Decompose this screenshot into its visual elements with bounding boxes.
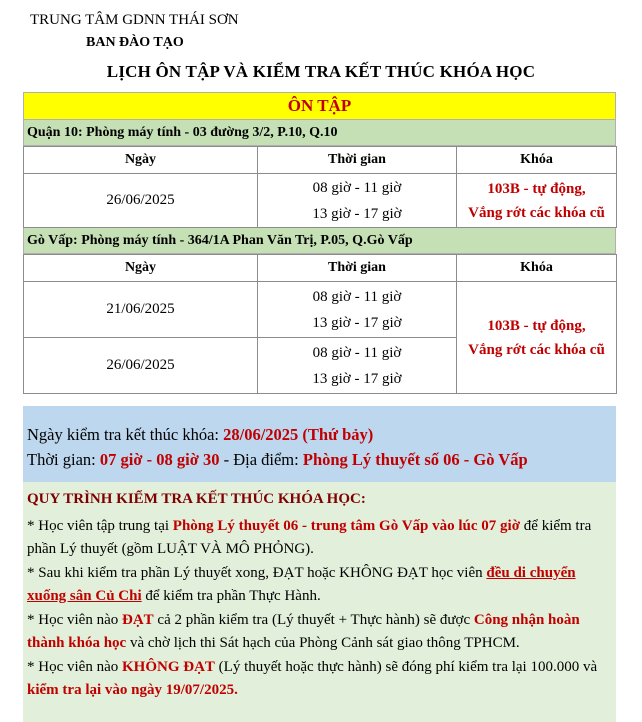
step-highlight: đều di chuyển xuống sân Củ Chi [27, 564, 576, 604]
exam-time-line [27, 447, 616, 472]
step-text: và chờ lịch thi Sát hạch của Phòng Cảnh sát giao thông TPHCM. [126, 635, 520, 651]
organization-name: TRUNG TÂM GDNN THÁI SƠN [30, 12, 239, 28]
step-text: * Học viên nào [27, 611, 122, 628]
time-afternoon: 13 giờ - 17 giờ [312, 314, 402, 331]
table-header-row [24, 255, 617, 282]
exam-time-label: Thời gian: [27, 450, 100, 469]
procedure-step-3 [27, 609, 610, 656]
date-cell: 26/06/2025 [24, 338, 258, 394]
exam-date-label: Ngày kiểm tra kết thúc khóa: [27, 425, 224, 444]
step-text: để kiểm tra phần Lý thuyết (gồm LUẬT VÀ MÔ PHỎNG). [27, 517, 592, 557]
step-text: * Học viên nào [27, 658, 122, 675]
schedule-table-district-10 [23, 146, 617, 228]
step-text: (Lý thuyết hoặc thực hành) sẽ đóng phí kiểm tra lại 100.000 và [214, 658, 598, 675]
time-afternoon: 13 giờ - 17 giờ [312, 205, 402, 222]
procedure-section [23, 482, 616, 722]
time-morning: 08 giờ - 11 giờ [312, 344, 402, 361]
date-cell: 21/06/2025 [24, 282, 258, 338]
review-schedule [23, 92, 616, 394]
procedure-step-2 [27, 562, 610, 609]
course-cell [457, 174, 617, 228]
procedure-step-4 [27, 656, 610, 703]
exam-place-label: - Địa điểm: [219, 450, 303, 469]
col-header-date: Ngày [24, 147, 258, 174]
date-cell: 26/06/2025 [24, 174, 258, 228]
location-go-vap: Gò Vấp: Phòng máy tính - 364/1A Phan Văn Trị, P.05, Q.Gò Vấp [23, 228, 616, 254]
col-header-date: Ngày [24, 255, 258, 282]
table-row [24, 174, 617, 228]
exam-date-line [27, 422, 616, 447]
course-line: Vắng rớt các khóa cũ [468, 341, 605, 358]
step-highlight: ĐẠT [121, 611, 154, 628]
step-highlight: KHÔNG ĐẠT [121, 658, 215, 675]
page-title: LỊCH ÔN TẬP VÀ KIỂM TRA KẾT THÚC KHÓA HỌC [106, 62, 536, 81]
exam-time-value: 07 giờ - 08 giờ 30 [99, 450, 220, 469]
step-text: * Sau khi kiểm tra phần Lý thuyết xong, ĐẠT hoặc KHÔNG ĐẠT học viên [27, 564, 487, 581]
course-line: Vắng rớt các khóa cũ [468, 204, 605, 221]
col-header-time: Thời gian [258, 147, 457, 174]
step-text: cả 2 phần kiểm tra (Lý thuyết + Thực hành) sẽ được [153, 611, 474, 628]
col-header-time: Thời gian [258, 255, 457, 282]
department-name: BAN ĐÀO TẠO [86, 35, 184, 50]
step-highlight: Công nhận hoàn thành khóa học [27, 611, 580, 651]
procedure-heading: QUY TRÌNH KIỂM TRA KẾT THÚC KHÓA HỌC: [27, 491, 366, 507]
schedule-table-go-vap [23, 254, 617, 394]
review-banner: ÔN TẬP [23, 92, 616, 120]
exam-info [23, 406, 616, 482]
course-cell [457, 282, 617, 394]
exam-place-value: Phòng Lý thuyết số 06 - Gò Vấp [302, 450, 528, 469]
step-highlight: kiểm tra lại vào ngày 19/07/2025. [27, 682, 238, 698]
procedure-step-1 [27, 515, 610, 562]
time-cell [258, 282, 457, 338]
step-text: để kiểm tra phần Thực Hành. [141, 588, 321, 604]
time-morning: 08 giờ - 11 giờ [312, 288, 402, 305]
step-text: * Học viên tập trung tại [27, 517, 173, 534]
table-row [24, 282, 617, 338]
step-highlight: Phòng Lý thuyết 06 - trung tâm Gò Vấp vào lúc 07 giờ [172, 517, 521, 534]
time-morning: 08 giờ - 11 giờ [312, 179, 402, 196]
table-header-row [24, 147, 617, 174]
location-district-10: Quận 10: Phòng máy tính - 03 đường 3/2, P.10, Q.10 [23, 120, 616, 146]
col-header-course: Khóa [457, 255, 617, 282]
time-cell [258, 174, 457, 228]
col-header-course: Khóa [457, 147, 617, 174]
exam-date-value: 28/06/2025 (Thứ bảy) [223, 425, 374, 444]
course-line: 103B - tự động, [487, 180, 586, 197]
course-line: 103B - tự động, [487, 317, 586, 334]
time-afternoon: 13 giờ - 17 giờ [312, 370, 402, 387]
time-cell [258, 338, 457, 394]
